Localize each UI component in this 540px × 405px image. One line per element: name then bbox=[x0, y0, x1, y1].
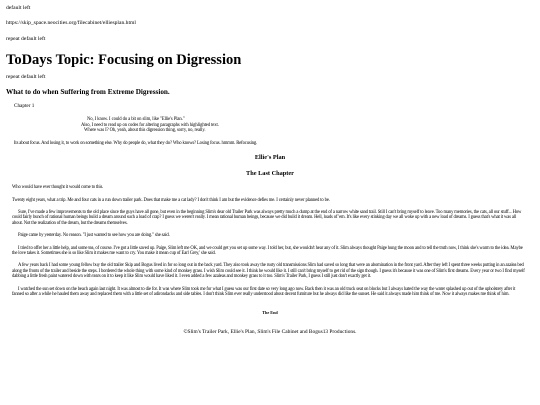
digression-notes bbox=[79, 117, 534, 134]
copyright-footer: ©Slim's Trailer Park, Ellie's Plan, Slim's File Cabinet and Bogus13 Productions. bbox=[183, 329, 357, 336]
background-note-1: default left bbox=[6, 5, 31, 11]
digression-note: No, I know. I could do a bit on slim, like "Ellie's Plan." bbox=[87, 117, 185, 122]
story-paragraph: Sure, I've made a few improvements to the old place since the guys have all gone, but even in the beginning Slim's dear old Trailer Park was always pretty much a dump at the end of a narrow white sand trail. Still I can't bring myself to leave. Too many memories, the cats, all our stuff... How could fairly bunch of rational human beings build a dream around such a load of crap? I guess we weren't really. I mean rational human beings, because we did build it dream. Hell, loads of 'em. It's like every stinking day we all woke up with a new load of dreams. I guess that's what it was all about. Not the realization of the dream, but the dreams themselves. bbox=[12, 210, 522, 226]
chapter-heading: Chapter 1 bbox=[14, 103, 35, 109]
story-paragraph: Twenty eight years, what a trip. Me and four cats in a run down trailer park. Does that make me a cat lady? I don't think I am but the evidence defies me. I certainly never planned to be. bbox=[12, 197, 330, 203]
story-paragraph: Who would have ever thought it would come to this. bbox=[12, 185, 104, 191]
the-end-label: The End bbox=[262, 310, 278, 316]
page-url: https://skip_space.neocities.org/filecabinet/elliesplan.html bbox=[6, 20, 136, 26]
story-subtitle: The Last Chapter bbox=[246, 170, 294, 178]
background-note-2: repeat default left bbox=[6, 36, 46, 42]
story-paragraph: A few years back I had some young fellow buy the old trailer Skip and Bogus lived in for so long out in the back yard. They also took away the rusty old transmissions Slim had saved so long that were an abomination in the front yard. After they left I spent three weeks putting in an azalea bed along the fronts of the trailer and beside the steps. I bordered the whole thing with some kind of monkey grass. I wish Slim could see it. I think he would like it. I still can't bring myself to get rid of the sign though. I guess it's because it was one of Slim's first dreams. Every year or two I find myself dabbing a little fresh paint watered down with tears on it to keep it like Slim would have liked it. I even added a few azaleas and monkey grass to it too. Slim's Trailer Park, I guess I still just don't exactly get it. bbox=[12, 263, 525, 280]
story-paragraph: I tried to offer her a little help, and some tea, of course. I've got a little saved up. Paige, Slim left me OK, and we could get you set up some way. I told her, but, she wouldn't hear any of it. Slim always thought Paige hung the moon and to tell the truth now, I think she's warm to the idea. Maybe the love takes it. Sometimes she is so like Slim it makes me want to cry. You make it mean cup of Earl Grey,' she said. bbox=[12, 245, 523, 257]
story-paragraph: Paige came by yesterday. No reason. "I just wanted to see how you are doing." she said. bbox=[18, 233, 170, 239]
page-title: ToDays Topic: Focusing on Digression bbox=[6, 52, 242, 68]
story-paragraph: I watched the sun set down on the beach again last night. It was almost to die for. It was where Slim took me for what I guess was our first date so very long ago now. Back then it was an old truck seat on blocks but I always hated the way the water splashed up out of the upholstery after it fanned so after a while he hauled them away and replaced them with a little set of adirondacks and side tables. I don't think Slim ever really understood about decent furniture but he always did like the sunset. He said it always made him think of me. Now it always makes me think of him. bbox=[12, 286, 516, 298]
digression-note: Where was I? Oh, yeah, about this digression thing, sorry, no, really. bbox=[84, 128, 206, 134]
focus-paragraph: Its about focus. And losing it, to work on something else. Why do people do, what they do? Who knows? Losing focus. hmmm. Refocusing. bbox=[14, 140, 258, 146]
digression-note: Also, I need to read up on codes for altering paragraphs with highlighted text. bbox=[81, 122, 219, 128]
story-title: Ellie's Plan bbox=[254, 154, 286, 162]
background-note-3: repeat default left bbox=[6, 74, 46, 80]
page-subtitle: What to do when Suffering from Extreme Digression. bbox=[6, 88, 170, 96]
